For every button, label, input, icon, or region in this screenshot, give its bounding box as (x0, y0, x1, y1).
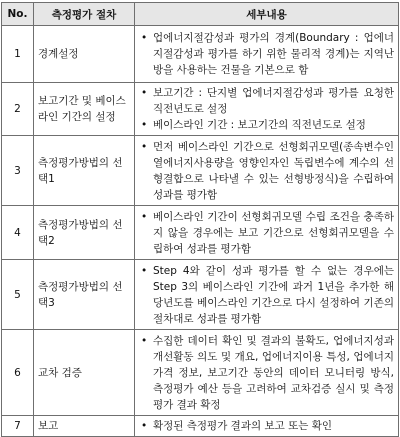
procedure-table (1, 2, 399, 437)
row-number: 5 (2, 260, 34, 330)
detail-item: • Step 4와 같이 성과 평가를 할 수 없는 경우에는 Step 3의 베이스라인 기간에 과거 1년을 추가한 해당년도를 베이스라인 기간으로 다시 설정하여 기존의 절차대로 성과를 평가함 (139, 263, 394, 327)
header-step: 측정평가 절차 (34, 3, 135, 26)
detail-item: • 수집한 데이터 확인 및 결과의 불확도, 업에너지성과개선활동 의도 및 개요, 업에너지이용 특성, 업에너지 가격 정보, 보고기간 동안의 데이터 모니터링 방식, 측정평가 예산 등을 고려하여 교차검증 실시 및 측정평가 결과 확정 (139, 333, 394, 413)
table-row (2, 330, 399, 416)
step-name: 측정평가방법의 선택3 (34, 260, 135, 330)
table-row (2, 26, 399, 83)
table-row (2, 206, 399, 260)
detail-cell (135, 136, 399, 206)
detail-cell (135, 260, 399, 330)
header-detail: 세부내용 (135, 3, 399, 26)
detail-item: • 베이스라인 기간 : 보고기간의 직전년도로 설정 (139, 117, 394, 133)
header-no: No. (2, 3, 34, 26)
detail-cell (135, 416, 399, 437)
detail-cell (135, 330, 399, 416)
step-name: 측정평가방법의 선택1 (34, 136, 135, 206)
step-name: 교차 검증 (34, 330, 135, 416)
detail-item: • 베이스라인 기간이 선형회귀모델 수립 조건을 충족하지 않을 경우에는 보고 기간으로 선형회귀모델을 수립하여 성과를 평가함 (139, 209, 394, 257)
header-row (2, 3, 399, 26)
detail-item: • 확정된 측정평가 결과의 보고 또는 확인 (139, 418, 394, 434)
step-name: 보고 (34, 416, 135, 437)
table-row (2, 416, 399, 437)
detail-item: • 업에너지절감성과 평가의 경계(Boundary : 업에너지절감성과 평가를 하기 위한 물리적 경계)는 지역난방을 사용하는 건물을 기본으로 함 (139, 30, 394, 78)
row-number: 4 (2, 206, 34, 260)
row-number: 7 (2, 416, 34, 437)
detail-cell (135, 206, 399, 260)
table-row (2, 136, 399, 206)
detail-cell (135, 26, 399, 83)
row-number: 6 (2, 330, 34, 416)
row-number: 3 (2, 136, 34, 206)
row-number: 1 (2, 26, 34, 83)
row-number: 2 (2, 83, 34, 136)
table-row (2, 260, 399, 330)
table-row (2, 83, 399, 136)
step-name: 측정평가방법의 선택2 (34, 206, 135, 260)
detail-item: • 먼저 베이스라인 기간으로 선형회귀모델(종속변수인 열에너지사용량을 영향인자인 독립변수에 계수의 선형결합으로 나타낼 수 있는 선형방정식)을 수립하여 성과를 평가함 (139, 139, 394, 203)
detail-cell (135, 83, 399, 136)
step-name: 보고기간 및 베이스라인 기간의 설정 (34, 83, 135, 136)
step-name: 경계설정 (34, 26, 135, 83)
detail-item: • 보고기간 : 단지별 업에너지절감성과 평가를 요청한 직전년도로 설정 (139, 85, 394, 117)
